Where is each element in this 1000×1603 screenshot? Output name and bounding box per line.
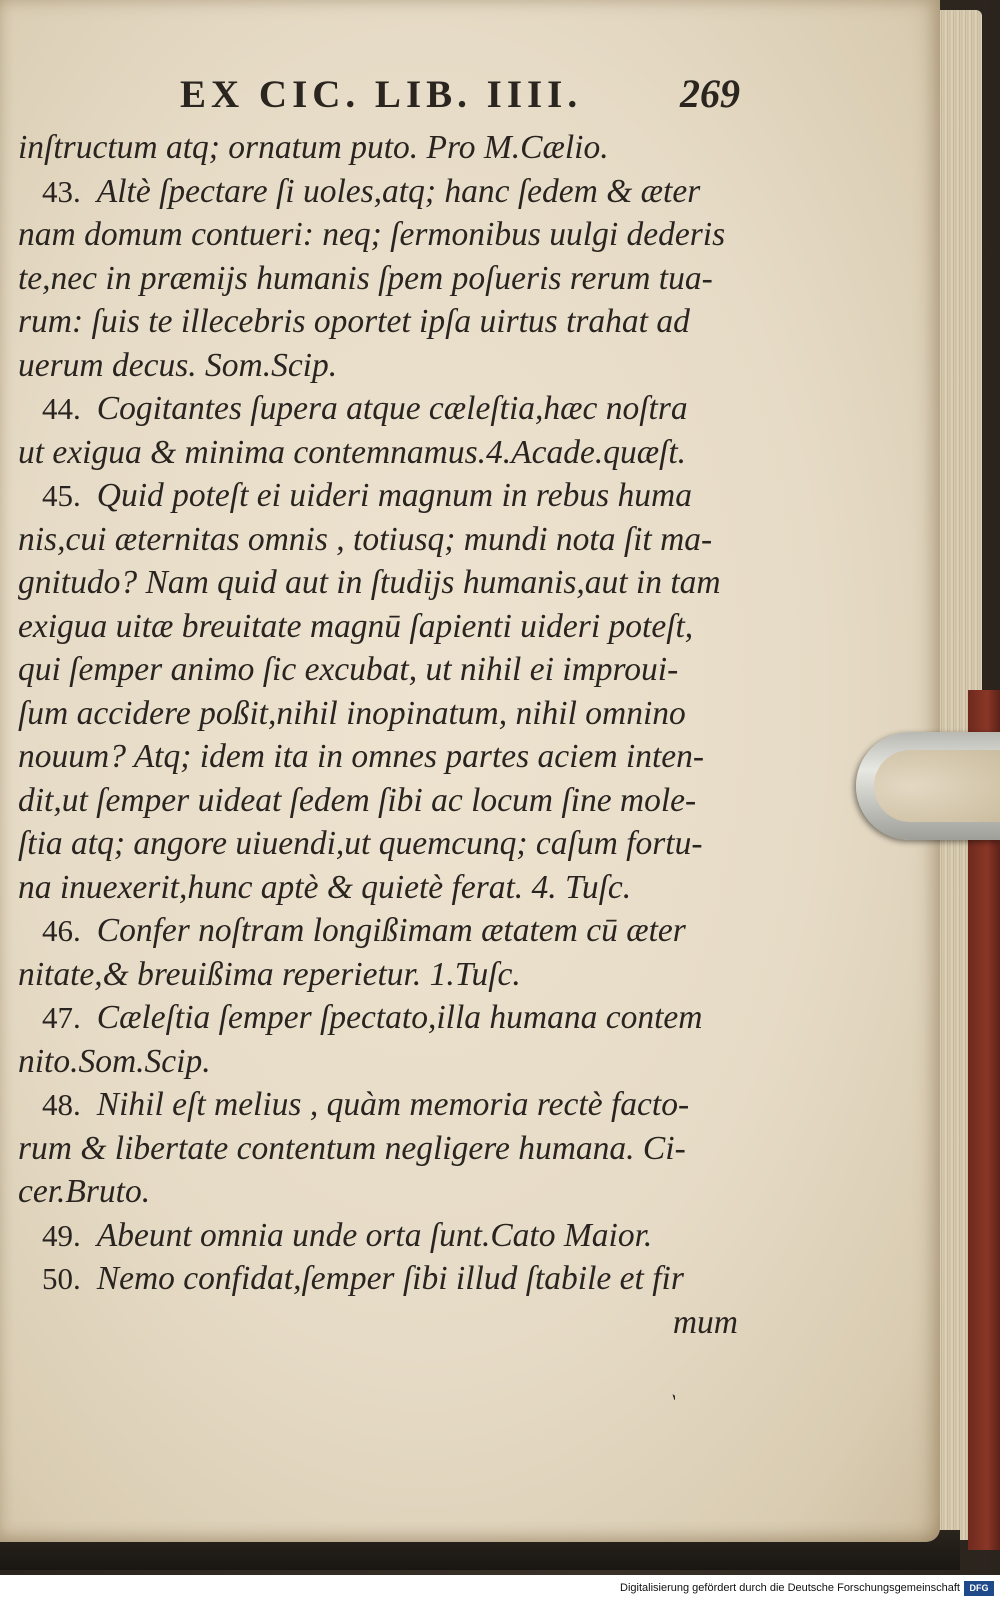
text-line (18, 996, 738, 1040)
line-text: Cogitantes ſupera atque cæleſtia,hæc noſtra (96, 390, 688, 427)
text-line (18, 170, 738, 214)
line-text: nito.Som.Scip. (18, 1042, 211, 1080)
text-line (18, 605, 738, 649)
line-text: Cæleſtia ſemper ſpectato,illa humana contem (96, 999, 703, 1036)
stray-ink-mark: ˴ (664, 1380, 688, 1408)
page-number: 269 (680, 71, 740, 116)
footer-bar (0, 1575, 1000, 1603)
line-text: ſum accidere poßit,nihil inopinatum, nihil omnino (18, 694, 686, 732)
footer-credit: Digitalisierung gefördert durch die Deutsche Forschungsgemeinschaft (620, 1582, 960, 1594)
text-line (18, 300, 738, 344)
text-line (18, 1040, 738, 1084)
line-text: nam domum contueri: neq; ſermonibus uulgi dederis (18, 216, 726, 253)
line-text: na inuexerit,hunc aptè & quietè ferat. 4. Tuſc. (18, 868, 632, 906)
line-text: nouum? Atq; idem ita in omnes partes aciem inten- (18, 738, 705, 775)
line-text: exigua uitæ breuitate magnū ſapienti uideri poteſt, (18, 607, 694, 645)
text-line (18, 1214, 738, 1258)
entry-number: 44. (42, 391, 81, 426)
running-head-title: EX CIC. LIB. IIII. (180, 73, 583, 116)
text-line (18, 1257, 738, 1301)
line-text: nitate,& breuißima reperietur. 1.Tuſc. (18, 955, 521, 993)
text-line (18, 1083, 738, 1127)
text-block (18, 126, 738, 1344)
line-text: qui ſemper animo ſic excubat, ut nihil ei improui- (18, 651, 679, 688)
line-text: cer.Bruto. (18, 1173, 151, 1210)
entry-number: 49. (42, 1217, 81, 1253)
text-line (18, 735, 738, 779)
text-line (18, 866, 738, 910)
line-text: ut exigua & minima contemnamus.4.Acade.quæſt. (18, 433, 687, 471)
text-line (18, 779, 738, 823)
running-head (180, 72, 740, 126)
text-line (18, 126, 738, 170)
line-text: Abeunt omnia unde orta ſunt.Cato Maior. (96, 1216, 653, 1254)
line-text: Nemo confidat,ſemper ſibi illud ſtabile et fir (96, 1260, 684, 1297)
entry-number: 45. (42, 478, 81, 513)
line-text: ſtia atq; angore uiuendi,ut quemcunq; caſum fortu- (18, 825, 703, 862)
text-line (18, 561, 738, 605)
text-line (18, 387, 738, 431)
text-line (18, 692, 738, 736)
line-text: Confer noſtram longißimam ætatem cū æter (96, 912, 686, 949)
line-text: te,nec in præmijs humanis ſpem poſueris rerum tua- (18, 259, 713, 297)
line-text: Nihil eſt melius , quàm memoria rectè facto- (96, 1086, 690, 1123)
entry-number: 47. (42, 1000, 81, 1035)
metal-clasp (856, 732, 1000, 840)
line-text: uerum decus. Som.Scip. (18, 346, 338, 384)
text-line (18, 648, 738, 692)
text-line (18, 518, 738, 562)
text-line (18, 213, 738, 257)
entry-number: 50. (42, 1261, 81, 1296)
dfg-logo: DFG (964, 1581, 994, 1596)
line-text: rum & libertate contentum negligere humana. Ci- (18, 1129, 686, 1167)
line-text: inſtructum atq; ornatum puto. Pro M.Cælio. (18, 129, 609, 166)
text-line (18, 474, 738, 518)
line-text: rum: ſuis te illecebris oportet ipſa uirtus trahat ad (18, 303, 690, 340)
catchword: mum (672, 1303, 738, 1341)
text-line (18, 953, 738, 997)
line-text: Altè ſpectare ſi uoles,atq; hanc ſedem & æter (96, 172, 701, 210)
text-line (18, 344, 738, 388)
text-line (18, 909, 738, 953)
entry-number: 46. (42, 913, 81, 948)
text-line (18, 1127, 738, 1171)
line-text: nis,cui æternitas omnis , totiusq; mundi nota ſit ma- (18, 520, 713, 558)
line-text: gnitudo? Nam quid aut in ſtudijs humanis,aut in tam (18, 564, 721, 601)
text-line (18, 822, 738, 866)
line-text: dit,ut ſemper uideat ſedem ſibi ac locum ſine mole- (18, 781, 697, 819)
line-text: Quid poteſt ei uideri magnum in rebus huma (96, 477, 692, 514)
entry-number: 43. (42, 173, 81, 209)
text-line (18, 1170, 738, 1214)
text-line (18, 431, 738, 475)
text-line (18, 257, 738, 301)
entry-number: 48. (42, 1087, 81, 1122)
